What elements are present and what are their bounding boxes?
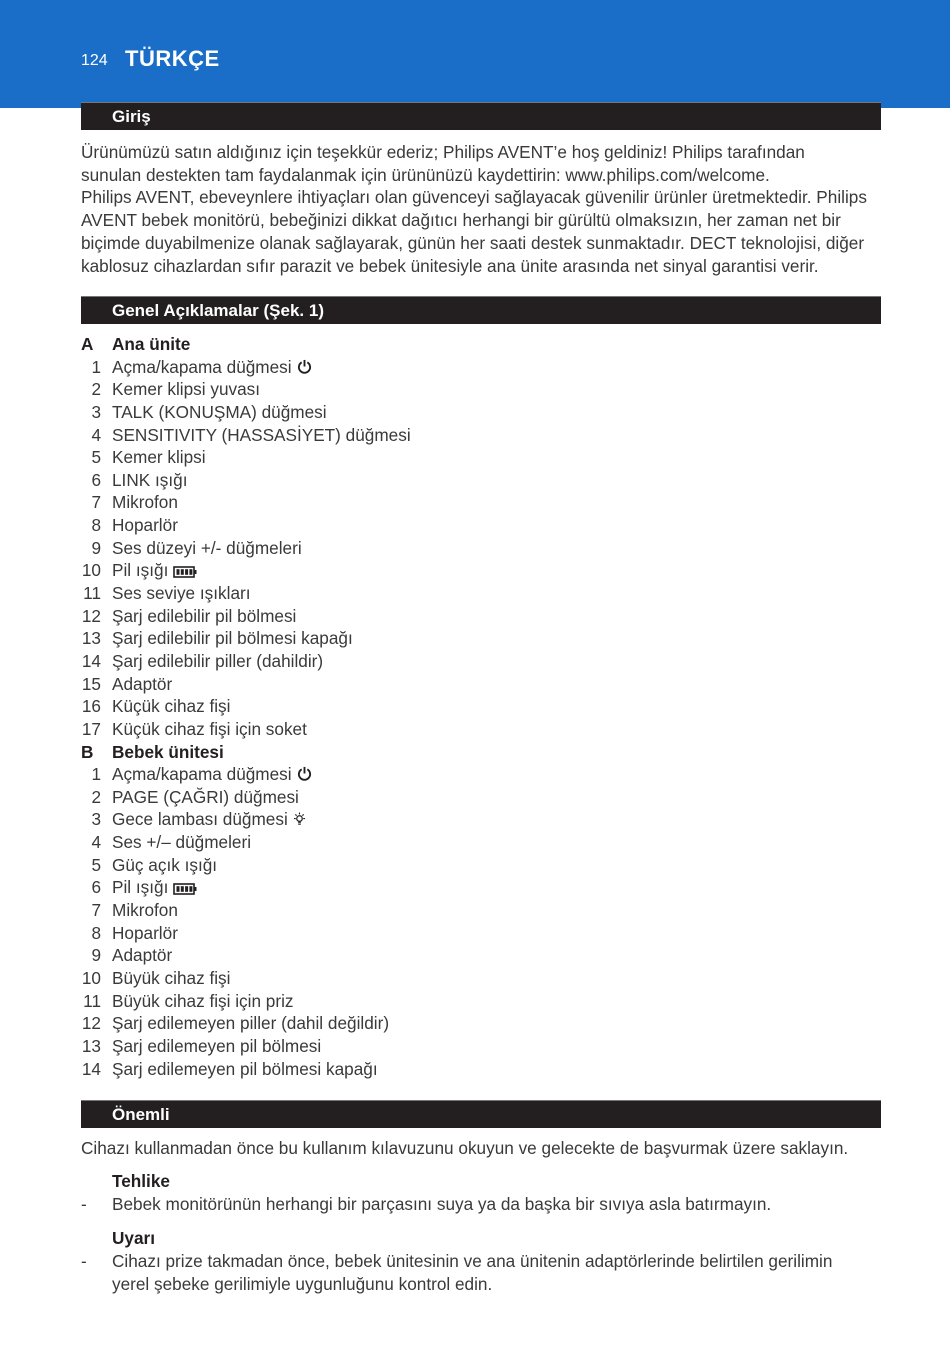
baby-unit-heading bbox=[81, 741, 881, 764]
item-number: 13 bbox=[81, 1035, 101, 1056]
list-item bbox=[81, 378, 881, 401]
intro-line: biçimde duyabilmenize olanak sağlayarak, günün her saati destek sunmaktadır. DECT teknolojisi, diğer bbox=[81, 232, 865, 253]
item-label: PAGE (ÇAĞRI) düğmesi bbox=[112, 786, 299, 807]
item-number: 10 bbox=[81, 560, 101, 581]
list-item bbox=[81, 854, 881, 877]
item-number: 10 bbox=[81, 967, 101, 988]
list-item bbox=[81, 605, 881, 628]
item-label: TALK (KONUŞMA) düğmesi bbox=[112, 401, 327, 422]
list-item bbox=[81, 673, 881, 696]
item-number: 2 bbox=[91, 379, 101, 400]
item-label: Hoparlör bbox=[112, 515, 178, 536]
item-label: Adaptör bbox=[112, 673, 173, 694]
item-label: Mikrofon bbox=[112, 492, 178, 513]
intro-line: Philips AVENT, ebeveynlere ihtiyaçları olan güvenceyi sağlayacak güvenilir ürünler üretmektedir. Philips bbox=[81, 187, 867, 208]
item-label: Ses seviye ışıkları bbox=[112, 583, 251, 604]
section-general-heading: Genel Açıklamalar (Şek. 1) bbox=[81, 296, 881, 324]
group-letter: A bbox=[81, 334, 94, 354]
item-number: 5 bbox=[91, 854, 101, 875]
item-label: Şarj edilebilir pil bölmesi kapağı bbox=[112, 628, 353, 649]
item-number: 11 bbox=[83, 990, 101, 1011]
list-item bbox=[81, 899, 881, 922]
battery-icon bbox=[173, 561, 197, 584]
item-number: 9 bbox=[91, 945, 101, 966]
list-item bbox=[81, 1012, 881, 1035]
list-item bbox=[81, 1058, 881, 1081]
intro-line: sunulan destekten tam faydalanmak için ürününüzü kaydettirin: www.philips.com/welcome. bbox=[81, 164, 770, 185]
list-item bbox=[81, 401, 881, 424]
intro-line: kablosuz cihazlardan sıfır parazit ve bebek ünitesiyle ana ünite arasında net sinyal garantisi verir. bbox=[81, 255, 819, 276]
list-item bbox=[81, 786, 881, 809]
warning-heading: Uyarı bbox=[112, 1228, 155, 1248]
section-intro-heading: Giriş bbox=[81, 102, 881, 130]
item-label: Pil ışığı bbox=[112, 876, 197, 900]
battery-icon bbox=[173, 878, 197, 901]
night-light-icon bbox=[293, 810, 306, 833]
item-number: 15 bbox=[81, 673, 101, 694]
item-label: Ses düzeyi +/- düğmeleri bbox=[112, 537, 302, 558]
item-number: 8 bbox=[91, 515, 101, 536]
item-label: Ses +/– düğmeleri bbox=[112, 832, 252, 853]
item-label: Şarj edilemeyen pil bölmesi bbox=[112, 1035, 322, 1056]
item-label: SENSITIVITY (HASSASİYET) düğmesi bbox=[112, 424, 411, 445]
item-label: Açma/kapama düğmesi bbox=[112, 356, 312, 380]
danger-line: Bebek monitörünün herhangi bir parçasını suya ya da başka bir sıvıya asla batırmayın. bbox=[112, 1194, 772, 1214]
item-label: Mikrofon bbox=[112, 900, 178, 921]
item-number: 14 bbox=[81, 1058, 101, 1079]
item-number: 12 bbox=[81, 1013, 101, 1034]
list-item bbox=[81, 808, 881, 831]
list-item bbox=[81, 967, 881, 990]
intro-line: AVENT bebek monitörü, bebeğinizi dikkat dağıtıcı herhangi bir gürültü olmaksızın, her zaman net bir bbox=[81, 210, 841, 231]
item-label: Hoparlör bbox=[112, 922, 178, 943]
list-item bbox=[81, 559, 881, 582]
power-icon bbox=[297, 764, 312, 787]
item-label: Gece lambası düğmesi bbox=[112, 808, 306, 832]
list-item bbox=[81, 627, 881, 650]
item-label: Açma/kapama düğmesi bbox=[112, 763, 312, 787]
list-item bbox=[81, 424, 881, 447]
item-label: Kemer klipsi bbox=[112, 447, 206, 468]
item-number: 12 bbox=[81, 605, 101, 626]
item-label: Şarj edilebilir pil bölmesi bbox=[112, 605, 297, 626]
power-icon bbox=[297, 357, 312, 380]
item-number: 4 bbox=[91, 832, 101, 853]
warning-text bbox=[112, 1250, 832, 1295]
list-item bbox=[81, 356, 881, 379]
item-label: Küçük cihaz fişi için soket bbox=[112, 718, 307, 739]
list-item bbox=[81, 944, 881, 967]
item-label: Güç açık ışığı bbox=[112, 854, 218, 875]
item-number: 1 bbox=[91, 356, 101, 377]
item-label: Küçük cihaz fişi bbox=[112, 696, 231, 717]
intro-line: Ürünümüzü satın aldığınız için teşekkür ederiz; Philips AVENT’e hoş geldiniz! Philips tarafından bbox=[81, 142, 805, 162]
intro-paragraph bbox=[81, 141, 891, 277]
bullet-dash: - bbox=[81, 1194, 87, 1214]
list-item bbox=[81, 491, 881, 514]
item-number: 17 bbox=[81, 718, 101, 739]
item-label: LINK ışığı bbox=[112, 469, 188, 490]
list-item bbox=[81, 1035, 881, 1058]
item-label: Pil ışığı bbox=[112, 559, 197, 583]
list-item bbox=[81, 582, 881, 605]
list-item bbox=[81, 514, 881, 537]
item-number: 6 bbox=[91, 877, 101, 898]
list-item bbox=[81, 650, 881, 673]
item-number: 7 bbox=[91, 492, 101, 513]
item-number: 4 bbox=[91, 424, 101, 445]
item-label: Büyük cihaz fişi için priz bbox=[112, 990, 294, 1011]
item-number: 5 bbox=[91, 447, 101, 468]
item-label: Şarj edilebilir piller (dahildir) bbox=[112, 650, 324, 671]
important-intro bbox=[81, 1137, 891, 1160]
group-title: Ana ünite bbox=[112, 334, 191, 354]
parts-list bbox=[81, 333, 881, 1080]
item-number: 9 bbox=[91, 537, 101, 558]
bullet-dash: - bbox=[81, 1251, 87, 1271]
item-number: 3 bbox=[91, 401, 101, 422]
list-item bbox=[81, 469, 881, 492]
list-item bbox=[81, 831, 881, 854]
important-intro-text: Cihazı kullanmadan önce bu kullanım kılavuzunu okuyun ve gelecekte de başvurmak üzere saklayın. bbox=[81, 1138, 849, 1158]
list-item bbox=[81, 695, 881, 718]
item-label: Şarj edilemeyen piller (dahil değildir) bbox=[112, 1013, 390, 1034]
item-label: Şarj edilemeyen pil bölmesi kapağı bbox=[112, 1058, 378, 1079]
item-number: 2 bbox=[91, 786, 101, 807]
item-number: 11 bbox=[83, 583, 101, 604]
warning-line: Cihazı prize takmadan önce, bebek ünitesinin ve ana ünitenin adaptörlerinde belirtilen gerilimin bbox=[112, 1251, 833, 1271]
item-number: 8 bbox=[91, 922, 101, 943]
item-label: Kemer klipsi yuvası bbox=[112, 379, 261, 400]
item-number: 7 bbox=[91, 900, 101, 921]
item-number: 14 bbox=[81, 650, 101, 671]
danger-heading: Tehlike bbox=[112, 1171, 170, 1191]
page-number: 124 bbox=[81, 52, 108, 69]
item-label: Büyük cihaz fişi bbox=[112, 967, 231, 988]
item-number: 16 bbox=[81, 696, 101, 717]
item-number: 1 bbox=[91, 764, 101, 785]
item-number: 3 bbox=[91, 809, 101, 830]
language-title: TÜRKÇE bbox=[125, 46, 220, 71]
parent-unit-heading bbox=[81, 333, 881, 356]
list-item bbox=[81, 763, 881, 786]
list-item bbox=[81, 537, 881, 560]
item-label: Adaptör bbox=[112, 945, 173, 966]
group-letter: B bbox=[81, 741, 94, 762]
section-important-heading: Önemli bbox=[81, 1100, 881, 1128]
list-item bbox=[81, 718, 881, 741]
group-title: Bebek ünitesi bbox=[112, 741, 224, 762]
item-number: 6 bbox=[91, 469, 101, 490]
list-item bbox=[81, 990, 881, 1013]
item-number: 13 bbox=[81, 628, 101, 649]
list-item bbox=[81, 876, 881, 899]
warning-line: yerel şebeke gerilimiyle uygunluğunu kontrol edin. bbox=[112, 1273, 493, 1294]
list-item bbox=[81, 922, 881, 945]
list-item bbox=[81, 446, 881, 469]
danger-text bbox=[112, 1193, 771, 1216]
